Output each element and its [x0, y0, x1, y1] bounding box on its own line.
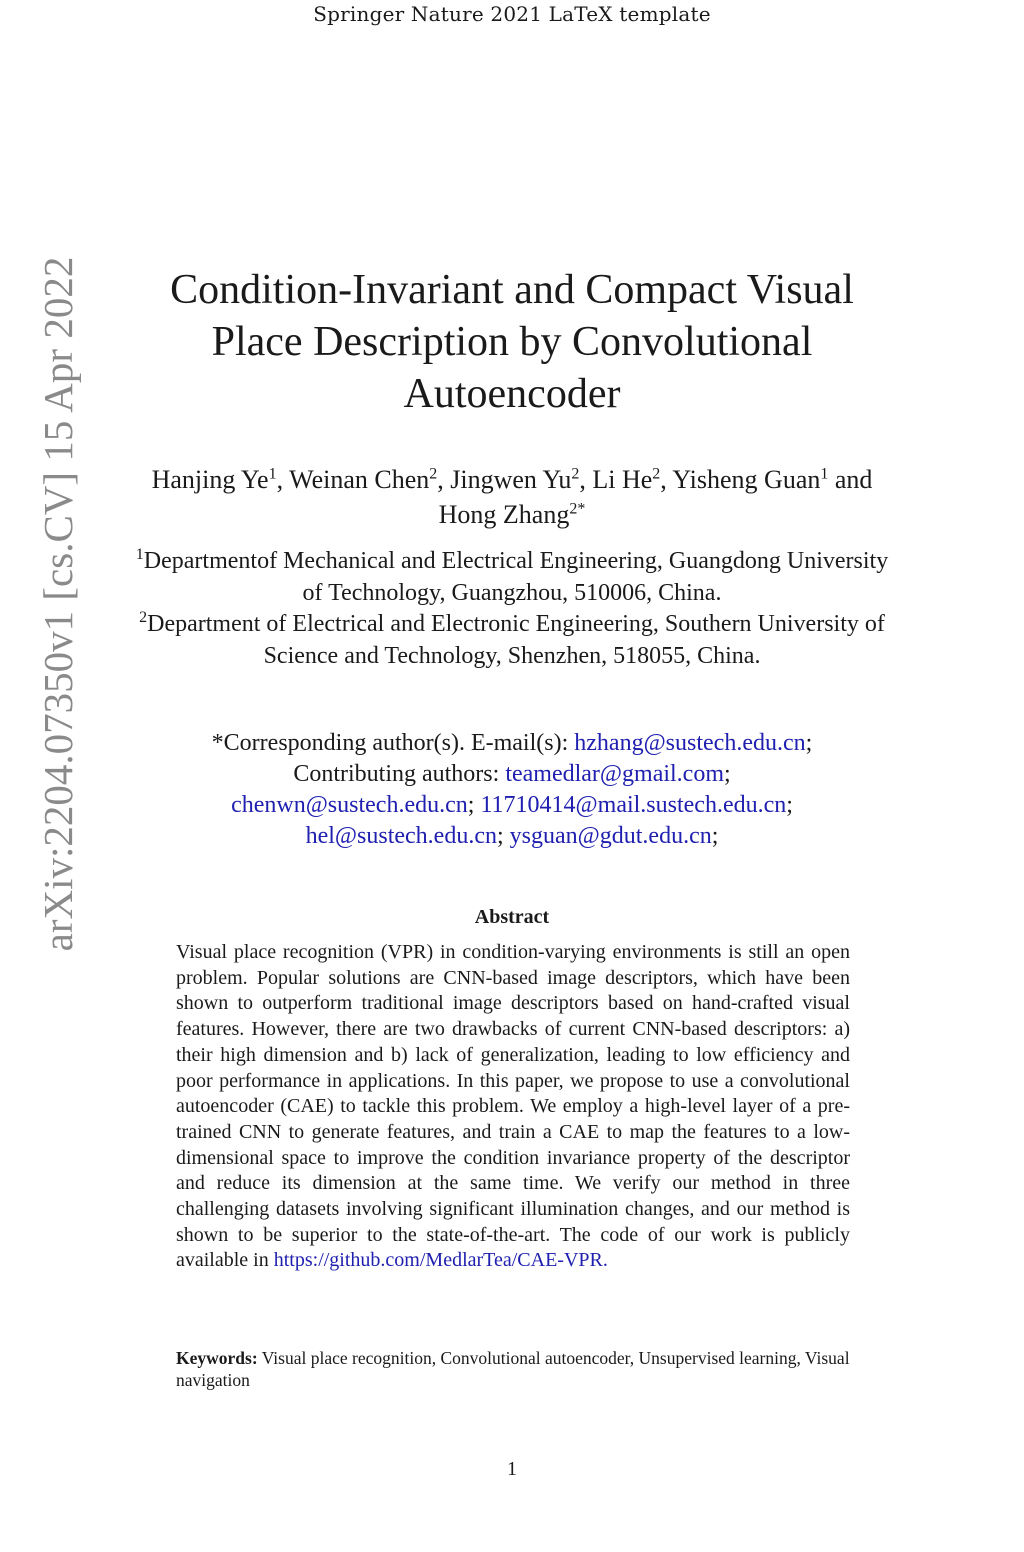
paper-title: Condition-Invariant and Compact Visual Place Description by Convolutional Autoencoder: [170, 267, 854, 417]
contributing-authors-line: Contributing authors: teamedlar@gmail.com;: [293, 761, 731, 787]
email-link[interactable]: chenwn@sustech.edu.cn: [231, 792, 468, 818]
keywords-label: Keywords:: [176, 1348, 258, 1368]
author: Yisheng Guan$^1$ and: [672, 465, 873, 494]
affiliations: [130, 546, 894, 672]
author: Li He$^2$,: [592, 465, 673, 494]
contributing-emails-line: chenwn@sustech.edu.cn; 11710414@mail.sustech.edu.cn;: [231, 792, 793, 818]
arxiv-stamp: arXiv:2204.07350v1 [cs.CV] 15 Apr 2022: [35, 256, 81, 952]
affiliation-2: $^2$Department of Electrical and Electronic Engineering, Southern University of Science and Technology, Shenzhen, 518055, China.: [139, 609, 885, 669]
keywords-text: Visual place recognition, Convolutional autoencoder, Unsupervised learning, Visual navigation: [176, 1348, 850, 1390]
abstract-heading: Abstract: [474, 906, 550, 928]
abstract-text: Visual place recognition (VPR) in condition-varying environments is still an open problem. Popular solutions are CNN-based image descriptors, which have been shown to outperform traditional image descriptors based on hand-crafted visual features. However, there are two drawbacks of current CNN-based descriptors: a) their high dimension and b) lack of generalization, leading to low efficiency and poor performance in applications. In this paper, we propose to use a convolutional autoencoder (CAE) to tackle this problem. We employ a high-level layer of a pre-trained CNN to generate features, and train a CAE to map the features to a low-dimensional space to improve the condition invariance property of the descriptor and reduce its dimension at the same time. We verify our method in three challenging datasets involving significant illumination changes, and our method is shown to be superior to the state-of-the-art. The code of our work is publicly available in https://github.com/MedlarTea/CAE-VPR.: [176, 941, 850, 1272]
code-repository-link[interactable]: https://github.com/MedlarTea/CAE-VPR.: [273, 1249, 608, 1272]
contributing-emails-line: hel@sustech.edu.cn; ysguan@gdut.edu.cn;: [305, 823, 719, 849]
author: Weinan Chen$^2$,: [289, 465, 451, 494]
affiliation-1: $^1$Departmentof Mechanical and Electrical Engineering, Guangdong University of Technology, Guangzhou, 510006, China.: [135, 546, 889, 606]
page-number: 1: [507, 1458, 517, 1480]
author-list: [140, 462, 884, 532]
contact-block: [130, 728, 894, 852]
corresponding-email-link[interactable]: hzhang@sustech.edu.cn: [574, 730, 806, 756]
running-head: Springer Nature 2021 LaTeX template: [313, 2, 711, 26]
keywords: [176, 1347, 850, 1391]
author: Jingwen Yu$^2$,: [450, 465, 593, 494]
corresponding-author-line: *Corresponding author(s). E-mail(s): hzhang@sustech.edu.cn;: [211, 730, 813, 756]
email-link[interactable]: teamedlar@gmail.com: [505, 761, 724, 787]
email-link[interactable]: hel@sustech.edu.cn: [305, 823, 497, 849]
author: Hanjing Ye$^1$,: [151, 465, 290, 494]
email-link[interactable]: ysguan@gdut.edu.cn: [509, 823, 712, 849]
author: Hong Zhang$^{2*}$: [438, 500, 586, 529]
email-link[interactable]: 11710414@mail.sustech.edu.cn: [480, 792, 787, 818]
